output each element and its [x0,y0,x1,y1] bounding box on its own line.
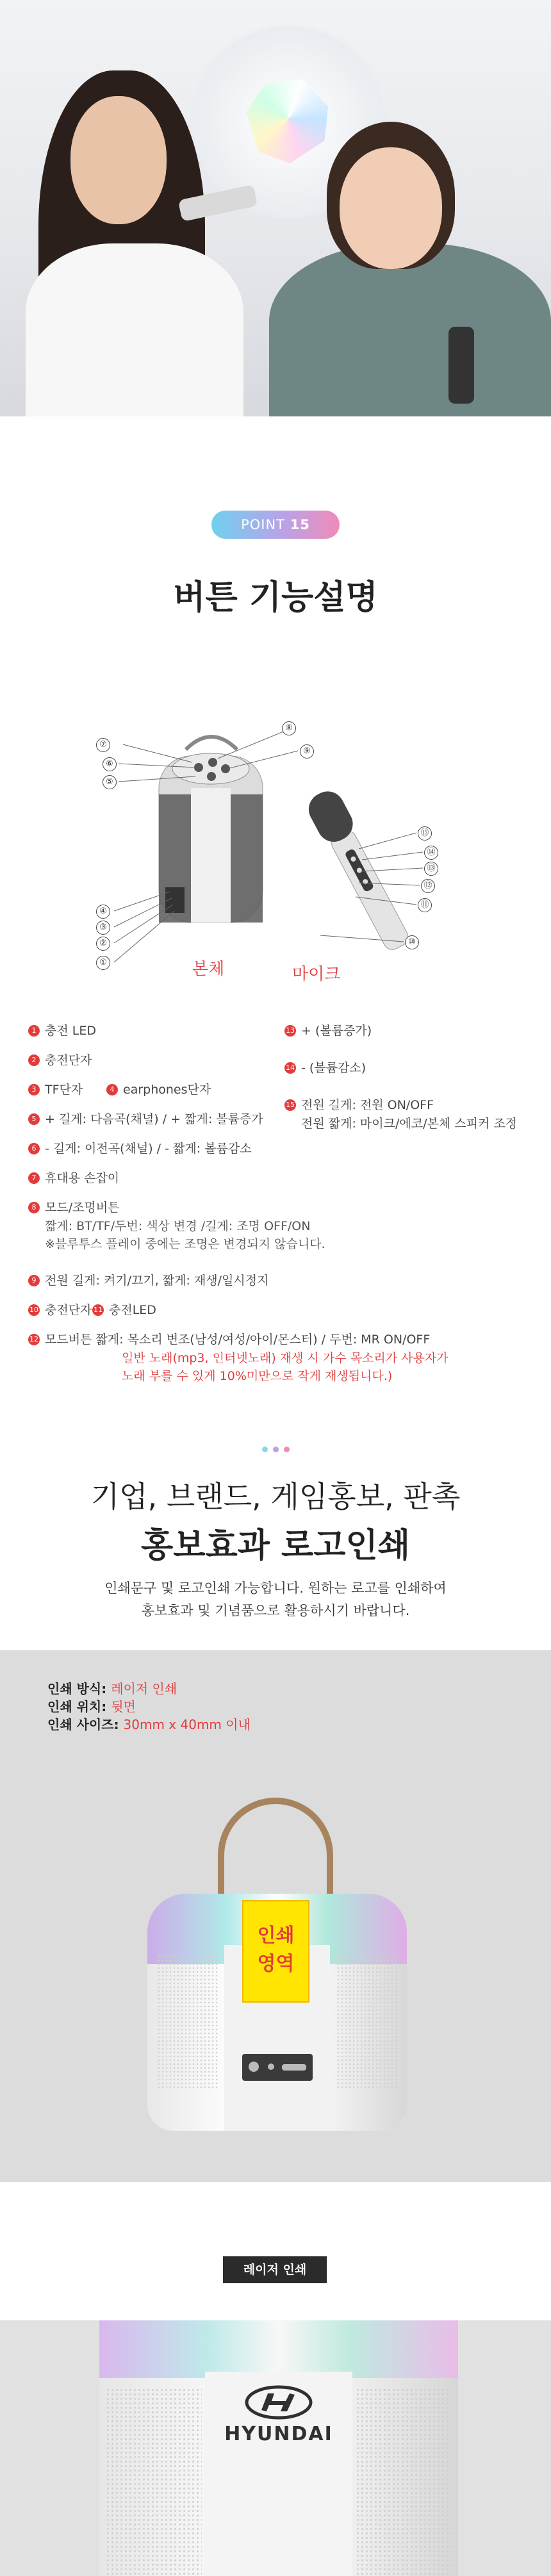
function-text-11: 충전LED [109,1303,156,1317]
print-area-box [242,1900,309,2003]
diagram-number-3: ③ [96,921,110,935]
point-badge-number: 15 [290,517,310,532]
function-number-6: 6 [28,1143,40,1154]
function-number-10: 10 [28,1304,40,1316]
print-size-label: 인쇄 사이즈: [47,1717,119,1732]
diagram-number-14: ⑭ [424,846,438,860]
function-number-12: 12 [28,1334,40,1345]
function-text-8-detail: 짧게: BT/TF/두번: 색상 변경 /길게: 조명 OFF/ON [45,1218,311,1233]
function-item-14 [284,1059,366,1078]
function-text-7: 휴대용 손잡이 [45,1171,120,1185]
function-item-6 [28,1140,252,1158]
section-divider-dots [259,1443,298,1450]
function-text-3: TF단자 [45,1083,83,1097]
function-text-15: 전원 길게: 전원 ON/OFF [301,1098,434,1112]
function-text-4: earphones단자 [123,1083,211,1097]
function-number-8: 8 [28,1202,40,1213]
function-text-14: - (볼륨감소) [301,1061,366,1075]
caption-body: 본체 [192,960,225,979]
function-item-7 [28,1169,119,1188]
print-area-label-1: 인쇄 [257,1924,295,1947]
print-size [47,1714,251,1733]
diagram-number-5: ⑤ [103,775,117,789]
function-number-14: 14 [284,1062,296,1074]
diagram-number-12: ⑫ [421,879,435,893]
hyundai-emblem-icon [243,2384,314,2420]
function-text-10: 충전단자 [45,1303,92,1317]
laser-print-label: 레이저 인쇄 [223,2256,327,2283]
function-text-12: 모드버튼 짧게: 목소리 변조(남성/여성/아이/몬스터) / 두번: MR ON/OFF [45,1333,431,1347]
hyundai-wordmark: HYUNDAI [224,2423,333,2445]
speaker-back-image [147,1798,407,2131]
diagram-number-10: ⑩ [405,935,419,949]
function-text-15-detail: 전원 짧게: 마이크/에코/본체 스피커 조정 [301,1116,518,1131]
speaker-ports [242,2054,313,2081]
caption-mic: 마이크 [292,965,341,984]
function-text-6: - 길게: 이전곡(채널) / - 짧게: 볼륨감소 [45,1142,252,1156]
print-area-label-2: 영역 [257,1953,295,1975]
hero-karaoke-photo [0,0,551,416]
button-diagram [0,718,551,999]
function-item-8 [28,1199,325,1254]
promo-description-line-1: 인쇄문구 및 로고인쇄 가능합니다. 원하는 로고를 인쇄하여 [104,1580,447,1596]
function-item-10 [28,1301,92,1320]
diagram-illustration [0,718,551,999]
function-number-13: 13 [284,1025,296,1037]
section-subtitle-promo: 기업, 브랜드, 게임홍보, 판촉 [90,1479,461,1514]
function-item-2 [28,1051,92,1070]
print-area-photo [0,1650,551,2182]
function-number-9: 9 [28,1275,40,1286]
function-item-5 [28,1110,263,1129]
print-position-value: 뒷면 [111,1699,136,1714]
function-item-15 [284,1096,517,1133]
section-title-logo-print: 홍보효과 로고인쇄 [141,1527,410,1565]
diagram-number-13: ⑬ [424,862,438,876]
function-item-4 [106,1081,211,1099]
print-position-label: 인쇄 위치: [47,1699,107,1714]
diagram-number-4: ④ [96,905,110,919]
function-number-7: 7 [28,1172,40,1184]
point-badge [211,511,340,539]
function-number-1: 1 [28,1025,40,1037]
function-text-2: 충전단자 [45,1053,92,1067]
function-number-5: 5 [28,1113,40,1125]
function-item-9 [28,1272,268,1290]
print-method-value: 레이저 인쇄 [111,1681,177,1696]
diagram-number-11: ⑪ [418,898,432,912]
function-number-3: 3 [28,1084,40,1095]
function-text-12-warning-1: 일반 노래(mp3, 인터넷노래) 재생 시 가수 목소리가 사용자가 [122,1350,448,1365]
function-number-4: 4 [106,1084,118,1095]
diagram-number-8: ⑧ [282,721,296,735]
print-position [47,1696,136,1715]
function-number-15: 15 [284,1099,296,1111]
promo-description-line-2: 홍보효과 및 기념품으로 활용하시기 바랍니다. [141,1602,410,1618]
section-title-buttons: 버튼 기능설명 [173,578,378,617]
diagram-number-6: ⑥ [103,757,117,771]
function-text-5: + 길게: 다음곡(채널) / + 짧게: 볼륨증가 [45,1112,263,1126]
function-item-13 [284,1022,372,1040]
function-text-1: 충전 LED [45,1024,96,1038]
diagram-number-2: ② [96,937,110,951]
function-text-12-warning-2: 노래 부를 수 있게 10%미만으로 작게 재생됩니다.) [122,1369,393,1383]
function-text-13: + (볼륨증가) [301,1024,372,1038]
function-number-11: 11 [92,1304,104,1316]
function-text-8: 모드/조명버튼 [45,1201,120,1215]
diagram-number-15: ⑮ [418,826,432,841]
function-text-9: 전원 길게: 켜기/끄기, 짧게: 재생/일시정지 [45,1274,269,1288]
diagram-number-1: ① [96,956,110,970]
diagram-number-7: ⑦ [96,738,110,752]
function-item-1 [28,1022,96,1040]
diagram-number-9: ⑨ [300,744,314,759]
function-text-8-note: ※블루투스 플레이 중에는 조명은 변경되지 않습니다. [45,1237,325,1251]
point-badge-label: POINT [241,517,285,532]
print-size-value: 30mm x 40mm 이내 [123,1717,251,1732]
laser-print-sample-photo [0,2320,551,2576]
function-item-12 [28,1331,448,1386]
print-method-label: 인쇄 방식: [47,1681,107,1696]
promo-description [0,1577,551,1621]
function-number-2: 2 [28,1054,40,1066]
hyundai-logo [215,2384,343,2474]
print-method [47,1678,177,1697]
function-item-11 [92,1301,156,1320]
function-item-3 [28,1081,83,1099]
